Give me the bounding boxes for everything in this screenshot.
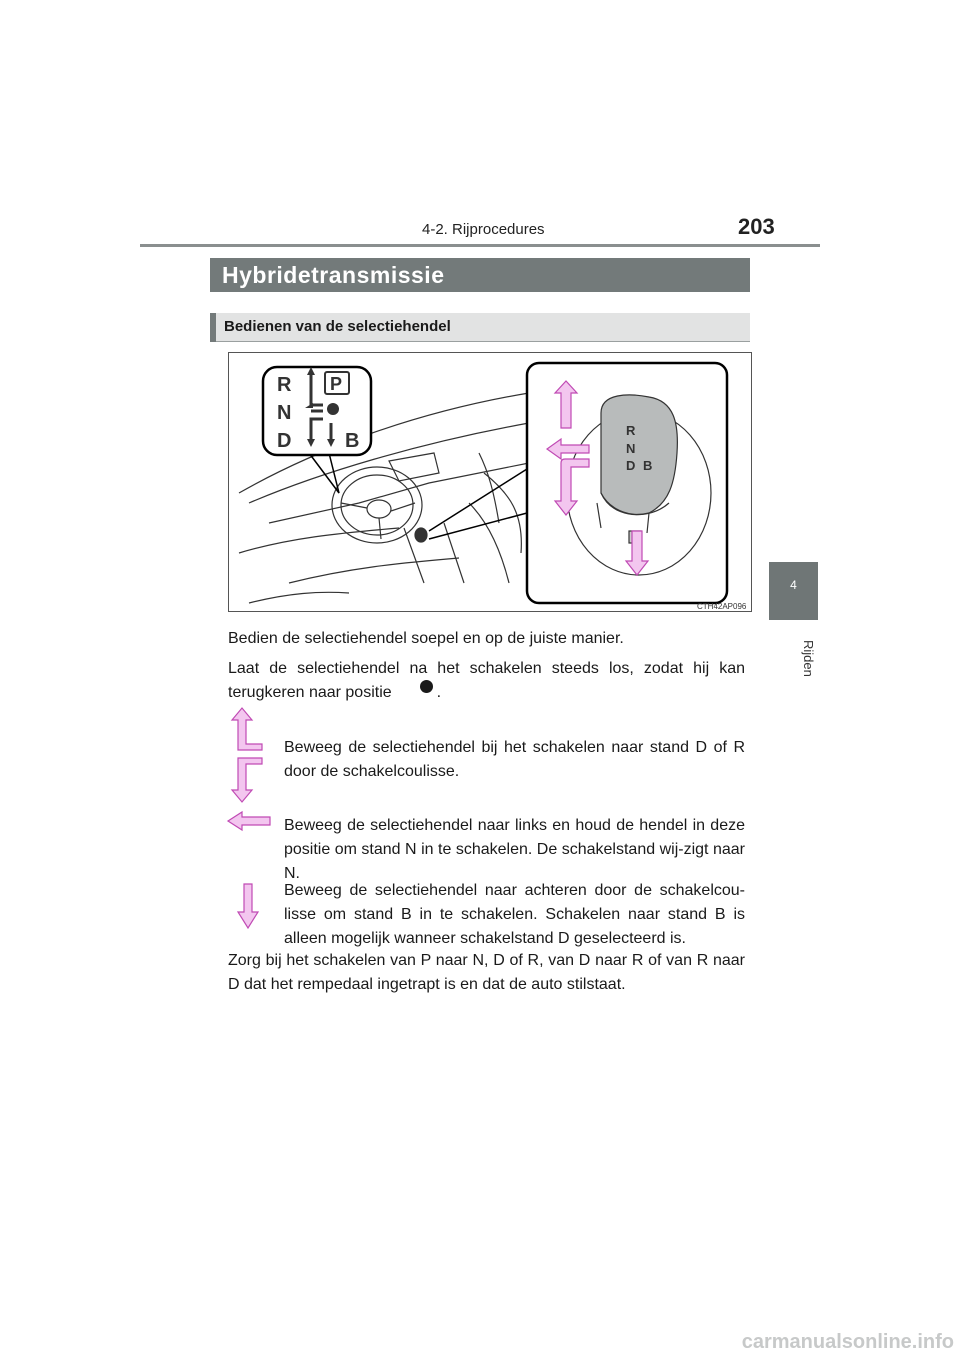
shift-lever-drawing <box>229 353 751 611</box>
up-down-shift-icon <box>230 706 266 806</box>
gate-letter-p: P <box>330 374 343 394</box>
paragraph-release-end: . <box>436 684 442 701</box>
header-divider <box>140 244 820 247</box>
chapter-tab-label: Rijden <box>801 640 816 677</box>
description-up-down: Beweeg de selectiehendel bij het schakelen naar stand D of R door de schakelcoulisse. <box>284 739 745 780</box>
paragraph-release <box>228 657 745 705</box>
description-down: Beweeg de selectiehendel naar achteren door de schakelcou-lisse om stand B in te schakelen. Schakelen naar stand B is alleen mogelijk wanneer schakelstand D geselecteerd is. <box>284 882 745 947</box>
paragraph-intro: Bedien de selectiehendel soepel en op de juiste manier. <box>228 630 624 647</box>
figure-code: CTH42AP096 <box>697 602 747 611</box>
page-number: 203 <box>738 214 775 239</box>
page-title: Hybridetransmissie <box>222 262 445 288</box>
gate-letter-n: N <box>277 402 292 424</box>
knob-letter-r: R <box>626 423 636 438</box>
shift-lever-illustration <box>228 352 752 612</box>
chapter-tab-number: 4 <box>790 578 797 592</box>
description-left: Beweeg de selectiehendel naar links en houd de hendel in deze positie om stand N in te schakelen. De schakelstand wij-zigt naar N. <box>284 817 745 882</box>
paragraph-brake: Zorg bij het schakelen van P naar N, D of R, van D naar R of van R naar D dat het rempedaal ingetrapt is en dat de auto stilstaat. <box>228 952 745 993</box>
watermark: carmanualsonline.info <box>741 1331 954 1353</box>
gate-letter-d: D <box>277 430 292 452</box>
header-section-title: 4-2. Rijprocedures <box>422 221 545 238</box>
subheading: Bedienen van de selectiehendel <box>224 318 451 335</box>
home-position-dot-icon <box>420 680 433 693</box>
knob-letter-b: B <box>643 458 653 473</box>
subheading-marker <box>210 313 216 342</box>
left-shift-icon <box>226 810 272 832</box>
knob-letter-n: N <box>626 441 636 456</box>
gate-letter-b: B <box>345 430 360 452</box>
paragraph-release-text: Laat de selectiehendel na het schakelen steeds los, zodat hij kan terugkeren naar positie <box>228 660 745 701</box>
down-shift-icon <box>236 882 260 930</box>
knob-letter-d: D <box>626 458 636 473</box>
gate-letter-r: R <box>277 374 292 396</box>
gate-home-dot-icon <box>327 403 339 415</box>
